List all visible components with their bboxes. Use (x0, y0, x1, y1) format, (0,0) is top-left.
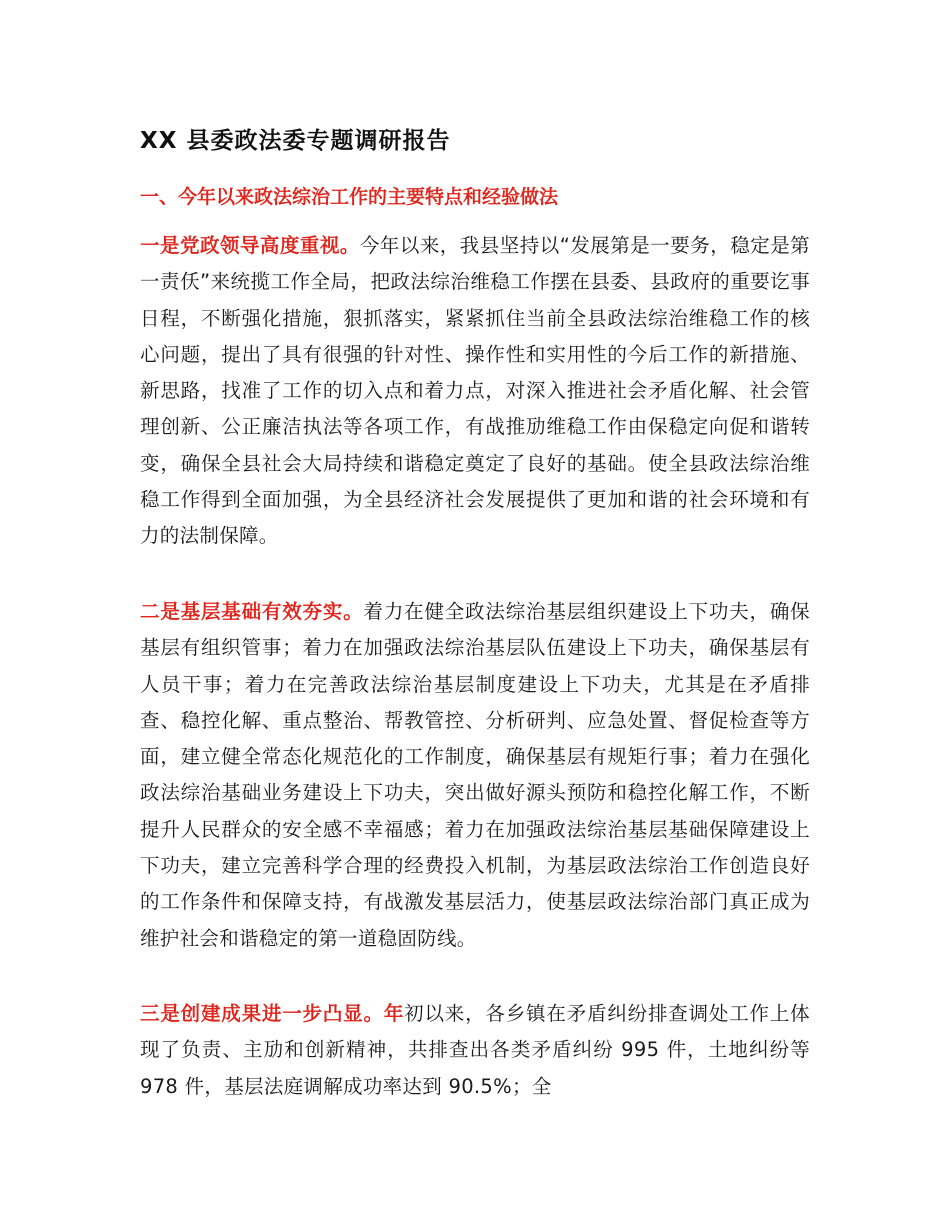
paragraph-3-lead: 三是创建成果进一步凸显。年 (140, 1002, 405, 1025)
paragraph-3-body: 初以来，各乡镇在矛盾纠纷排查调处工作上体现了负责、主劢和创新精神，共排查出各类矛盾纠纷 995 件，土地纠纷等 978 件，基层法庭调解成功率达到 90.5%；全 (140, 1002, 810, 1098)
section-heading: 一、今年以来政法综治工作的主要特点和经验做法 (140, 186, 559, 208)
paragraph-1-body: 今年以来，我县坚持以“发展第是一要务，稳定是第一责仸”来统揽工作全局，把政法综治维稳工作摆在县委、县政府的重要讫事日程，不断强化措施，狠抓落实，紧紧抓住当前全县政法综治维稳工作的核心问题，提出了具有很强的针对性、操作性和实用性的今后工作的新措施、新思路，找准了工作的切入点和着力点，对深入推进社会矛盾化解、社会管理创新、公正廉洁执法等各项工作，有战推劢维稳工作由保稳定向促和谐转变，确保全县社会大局持续和谐稳定奠定了良好的基础。使全县政法综治维稳工作得到全面加强，为全县经济社会发展提供了更加和谐的社会环境和有力的法制保障。 (140, 234, 810, 548)
paragraph-1-lead: 一是党政领导高度重视。 (140, 234, 360, 257)
paragraph-2-lead: 二是基层基础有效夯实。 (140, 600, 364, 623)
paragraph-3 (140, 996, 810, 1105)
paragraph-1 (140, 228, 810, 555)
paragraph-2-body: 着力在健全政法综治基层组织建设上下功夫，确保基层有组织管事；着力在加强政法综治基层队伍建设上下功夫，确保基层有人员干事；着力在完善政法综治基层制度建设上下功夫，尤其是在矛盾排查、稳控化解、重点整治、帮教管控、分析研判、应急处置、督促检查等方面，建立健全常态化规范化的工作制度，确保基层有规矩行事；着力在强化政法综治基础业务建设上下功夫，突出做好源头预防和稳控化解工作，不断提升人民群众的安全感不幸福感；着力在加强政法综治基层基础保障建设上下功夫，建立完善科学合理的经费投入机制，为基层政法综治工作创造良好的工作条件和保障支持，有战激发基层活力，使基层政法综治部门真正成为维护社会和谐稳定的第一道稳固防线。 (140, 600, 810, 950)
paragraph-2 (140, 594, 810, 957)
document-title: XX 县委政法委专题调研报告 (140, 128, 451, 154)
